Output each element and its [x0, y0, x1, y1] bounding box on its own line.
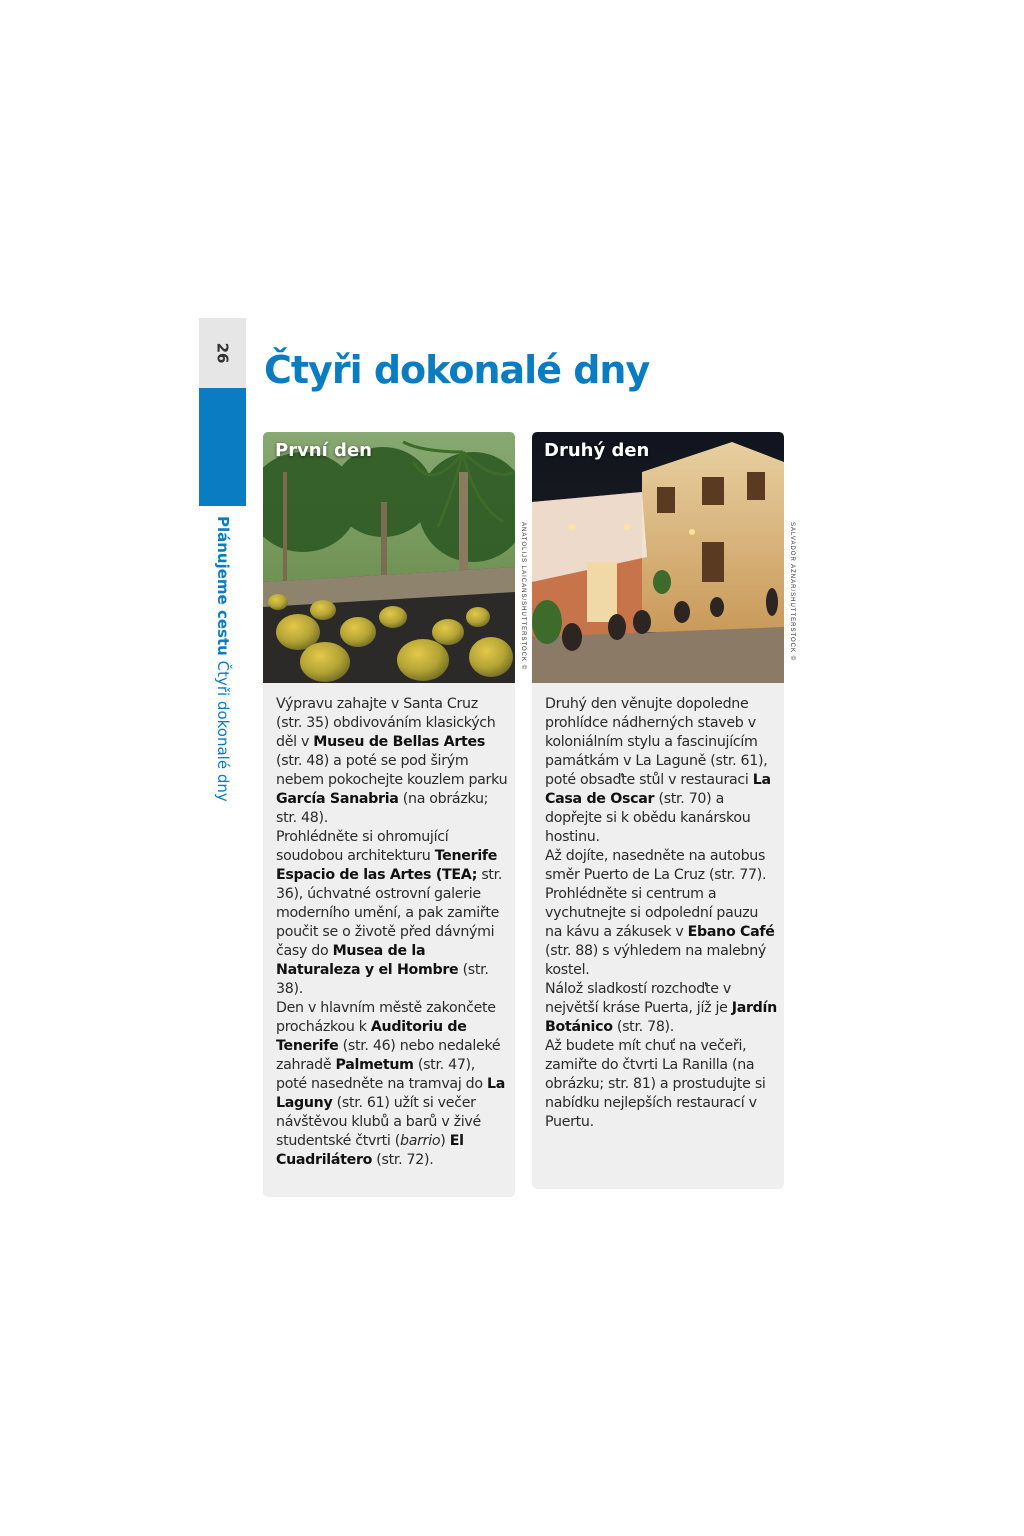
paragraph [545, 1037, 777, 1132]
text-run: (str. 72). [372, 1152, 434, 1168]
bold-place-name: Museu de Bellas Artes [313, 734, 485, 750]
text-run: barrio [400, 1133, 441, 1149]
paragraph [545, 847, 777, 980]
bold-place-name: Auditoriu de Tenerife [276, 1019, 467, 1054]
day-label: První den [275, 440, 372, 461]
text-run: Druhý den věnujte dopoledne prohlídce nádherných staveb v koloniálním stylu a fascinujícím památkám v La Laguně (str. 61), poté obsaďte stůl v restauraci [545, 696, 768, 788]
bold-place-name: García Sanabria [276, 791, 399, 807]
section-name: Plánujeme cestu [214, 516, 232, 656]
paragraph [545, 695, 777, 847]
bold-place-name: La Laguny [276, 1076, 505, 1111]
bold-place-name: El Cuadrilátero [276, 1133, 464, 1168]
paragraph [276, 695, 508, 828]
page-number-tab [199, 318, 246, 388]
subsection-name: Čtyři dokonalé dny [214, 660, 232, 802]
page-number: 26 [213, 342, 232, 364]
section-color-bar [199, 388, 246, 506]
text-run: (str. 88) s výhledem na malebný kostel. [545, 943, 767, 978]
section-running-head [214, 516, 232, 802]
bold-place-name: Jardín Botánico [545, 1000, 777, 1035]
day-1-text [276, 695, 508, 1170]
text-run: Až budete mít chuť na večeři, zamiřte do čtvrti La Ranilla (na obrázku; str. 81) a prostudujte si nabídku nejlepších restaurací v Puertu. [545, 1038, 766, 1130]
bold-place-name: Musea de la Naturaleza y el Hombre [276, 943, 459, 978]
text-run: (str. 46) nebo nedaleké zahradě [276, 1038, 501, 1073]
bold-place-name: La Casa de Oscar [545, 772, 771, 807]
text-run: Až dojíte, nasedněte na autobus směr Puerto de La Cruz (str. 77). Prohlédněte si centrum a vychutnejte si odpolední pauzu na kávu a zákusek v [545, 848, 767, 940]
text-run: Prohlédněte si ohromující soudobou architekturu [276, 829, 449, 864]
text-run: Den v hlavním městě zakončete procházkou k [276, 1000, 496, 1035]
bold-place-name: Tenerife Espacio de las Artes (TEA; [276, 848, 498, 883]
text-run: (str. 38). [276, 962, 489, 997]
bold-place-name: Ebano Café [687, 924, 775, 940]
text-run: ) [440, 1133, 450, 1149]
text-run: str. 36), úchvatné ostrovní galerie moderního umění, a pak zamiřte poučit se o životě před dávnými časy do [276, 867, 503, 959]
text-run: Výpravu zahajte v Santa Cruz (str. 35) obdivováním klasických děl v [276, 696, 496, 750]
garden-photo [263, 432, 515, 683]
paragraph [276, 999, 508, 1170]
text-run: (str. 61) užít si večer návštěvou klubů a barů v živé studentské čtvrti ( [276, 1095, 481, 1149]
text-run: (str. 70) a dopřejte si k obědu kanárskou hostinu. [545, 791, 751, 845]
text-run: (str. 78). [612, 1019, 674, 1035]
photo-credit-2: SALVADOR AZNAR/SHUTTERSTOCK © [789, 522, 795, 662]
paragraph [545, 980, 777, 1037]
bold-place-name: Palmetum [335, 1057, 414, 1073]
page-title: Čtyři dokonalé dny [264, 348, 650, 392]
day-card-1 [263, 432, 515, 1197]
text-run: Nálož sladkostí rozchoďte v největší kráse Puerta, jíž je [545, 981, 732, 1016]
text-run: (str. 47), poté nasedněte na tramvaj do [276, 1057, 487, 1092]
day-card-2 [532, 432, 784, 1189]
street-photo [532, 432, 784, 683]
paragraph [276, 828, 508, 999]
day-label: Druhý den [544, 440, 650, 461]
photo-credit-1: ANATOLIJS LAICANS/SHUTTERSTOCK © [520, 522, 526, 671]
text-run: (na obrázku; str. 48). [276, 791, 489, 826]
day-2-text [545, 695, 777, 1132]
text-run: (str. 48) a poté se pod širým nebem pokochejte kouzlem parku [276, 753, 508, 788]
